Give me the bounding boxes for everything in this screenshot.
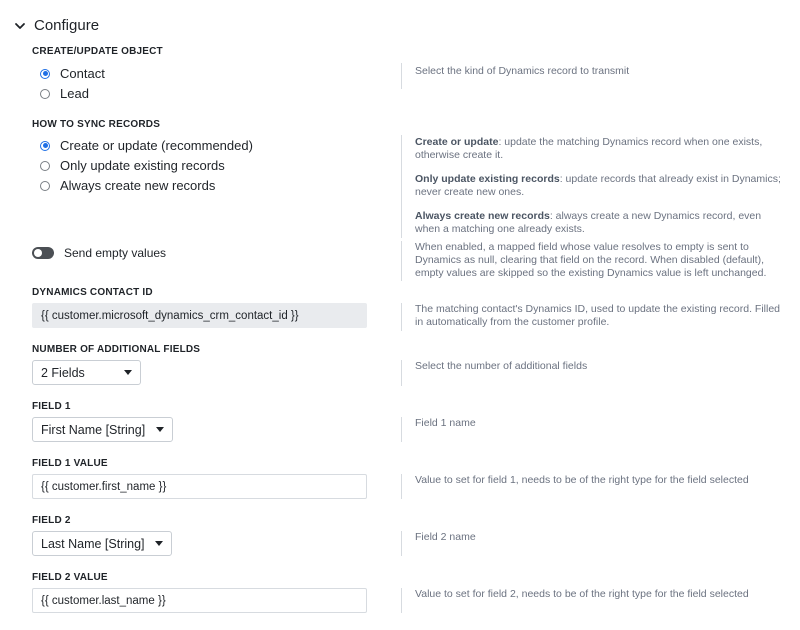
help-text: : update the matching Dynamics record when one exists, otherwise create it. (415, 136, 763, 161)
help-text: Select the kind of Dynamics record to transmit (415, 65, 630, 77)
radio-label: Always create new records (60, 178, 216, 193)
select-value: 2 Fields (41, 365, 85, 380)
caret-down-icon (156, 427, 164, 432)
send-empty-help (401, 241, 790, 281)
field-2-help (401, 531, 790, 556)
help-create-or-update (415, 136, 785, 162)
field-2-value-help (401, 588, 790, 613)
send-empty-toggle-row[interactable] (32, 246, 166, 260)
radio-create-or-update[interactable] (40, 138, 253, 153)
radio-label: Only update existing records (60, 158, 225, 173)
select-value: First Name [String] (41, 422, 146, 437)
caret-down-icon (155, 541, 163, 546)
radio-lead[interactable] (40, 86, 89, 101)
additional-fields-label: NUMBER OF ADDITIONAL FIELDS (32, 344, 201, 355)
toggle-label: Send empty values (64, 246, 167, 260)
create-update-label: CREATE/UPDATE OBJECT (32, 46, 163, 57)
help-text: Value to set for field 2, needs to be of the right type for the field selected (415, 588, 749, 600)
configure-header[interactable] (14, 17, 99, 34)
field-1-value-label: FIELD 1 VALUE (32, 458, 108, 469)
radio-button-checked[interactable] (40, 141, 50, 151)
field-value: {{ customer.first_name }} (41, 480, 167, 493)
create-update-help (401, 63, 795, 89)
help-text: When enabled, a mapped field whose value resolves to empty is sent to Dynamics as null, clearing that field on the record. When disabled (default), empty values are skipped so the existing Dynamics value is left unchanged. (415, 241, 767, 279)
help-text: : always create a new Dynamics record, even when a matching one already exists. (415, 210, 762, 235)
radio-button[interactable] (40, 89, 50, 99)
help-text: : update records that already exist in Dynamics; never create new ones. (415, 173, 781, 198)
additional-fields-select[interactable] (32, 360, 141, 385)
radio-label: Contact (60, 66, 105, 81)
help-term: Only update existing records (415, 173, 560, 185)
select-value: Last Name [String] (41, 536, 145, 551)
sync-label: HOW TO SYNC RECORDS (32, 119, 161, 130)
field-2-value-label: FIELD 2 VALUE (32, 572, 108, 583)
field-1-value-input[interactable] (32, 474, 367, 499)
field-1-label: FIELD 1 (32, 401, 71, 412)
section-title: Configure (34, 17, 100, 34)
field-2-select[interactable] (32, 531, 172, 556)
additional-fields-help (401, 360, 790, 386)
field-1-select[interactable] (32, 417, 173, 442)
field-2-value-input[interactable] (32, 588, 367, 613)
radio-label: Create or update (recommended) (60, 138, 253, 153)
contact-id-label: DYNAMICS CONTACT ID (32, 287, 153, 298)
help-always-create (415, 210, 785, 236)
radio-contact[interactable] (40, 66, 105, 81)
help-text: The matching contact's Dynamics ID, used to update the existing record. Filled in automatically from the customer profile. (415, 303, 781, 328)
radio-only-update[interactable] (40, 158, 225, 173)
radio-label: Lead (60, 86, 89, 101)
sync-help (401, 135, 785, 238)
help-text: Field 2 name (415, 531, 476, 543)
help-text: Select the number of additional fields (415, 360, 588, 372)
contact-id-field[interactable] (32, 303, 367, 328)
caret-down-icon (124, 370, 132, 375)
help-only-update (415, 173, 785, 199)
field-value: {{ customer.last_name }} (41, 594, 166, 607)
contact-id-help (401, 303, 790, 331)
help-text: Field 1 name (415, 417, 476, 429)
field-1-value-help (401, 474, 790, 499)
radio-button[interactable] (40, 161, 50, 171)
help-term: Create or update (415, 136, 499, 148)
radio-always-create[interactable] (40, 178, 215, 193)
help-term: Always create new records (415, 210, 550, 222)
radio-button[interactable] (40, 181, 50, 191)
field-1-help (401, 417, 790, 442)
field-value: {{ customer.microsoft_dynamics_crm_contact_id }} (41, 309, 299, 322)
send-empty-toggle[interactable] (32, 247, 54, 259)
chevron-down-icon[interactable] (14, 20, 26, 32)
help-text: Value to set for field 1, needs to be of the right type for the field selected (415, 474, 749, 486)
field-2-label: FIELD 2 (32, 515, 71, 526)
radio-button-checked[interactable] (40, 69, 50, 79)
